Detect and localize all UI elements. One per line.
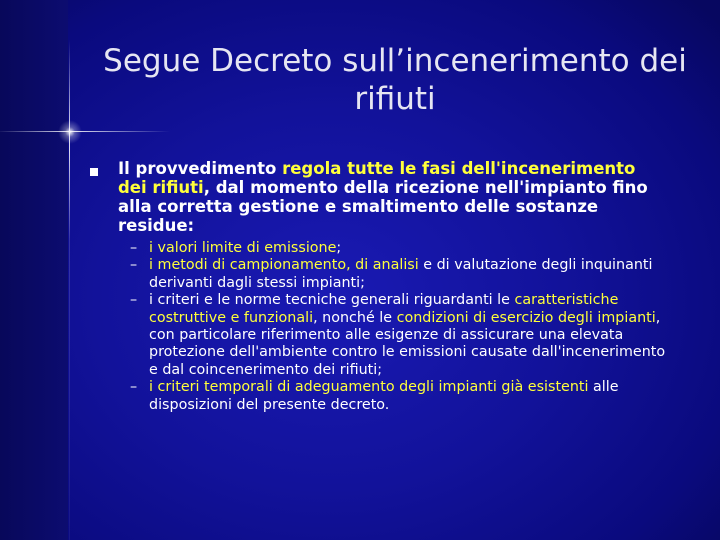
dash-bullet-icon: – — [130, 379, 138, 396]
sub-text-part: i valori limite di emissione — [149, 240, 337, 256]
sub-text-part: i metodi di campionamento, di analisi — [149, 257, 419, 274]
bullet-text-part: Il provvedimento — [118, 159, 283, 178]
bullet-text-part: , dal momento della ricezione nell'impianto fino alla corretta gestione e smaltimento delle sostanze residue: — [118, 178, 648, 235]
sub-text-part: alle disposizioni del presente decreto. — [149, 379, 619, 413]
sub-bullet-item — [130, 292, 670, 379]
sub-text-part: i criteri temporali di adeguamento degli impianti già esistenti — [149, 379, 589, 396]
sub-bullet-item — [130, 379, 670, 414]
dash-bullet-icon: – — [130, 240, 138, 256]
sub-text-part: , con particolare riferimento alle esigenze di assicurare una elevata protezione dell'ambiente contro le emissioni causate dall'incenerimento e dal coincenerimento dei rifiuti; — [149, 309, 666, 378]
dash-bullet-icon: – — [130, 257, 138, 274]
sub-text-part: condizioni di esercizio degli impianti — [396, 309, 656, 326]
sub-text-part: e di valutazione degli inquinanti derivanti dagli stessi impianti; — [149, 257, 653, 291]
sub-bullet-list — [130, 240, 670, 414]
dash-bullet-icon: – — [130, 292, 138, 309]
horizontal-rule-decoration — [0, 131, 170, 132]
sub-bullet-item — [130, 240, 670, 257]
main-bullet-text — [118, 159, 648, 235]
sub-text-part: caratteristiche costruttive e funzionali — [149, 292, 619, 326]
sub-text-part: ; — [336, 240, 342, 256]
sub-bullet-item — [130, 257, 670, 292]
left-band-decoration — [0, 0, 68, 540]
sparkle-icon — [56, 118, 84, 146]
slide-title: Segue Decreto sull’incenerimento dei rifiuti — [103, 43, 687, 117]
bullet-text-part: regola tutte le fasi dell'incenerimento dei rifiuti — [118, 159, 636, 197]
sub-text-part: , nonché le — [313, 309, 397, 326]
sub-text-part: i criteri e le norme tecniche generali riguardanti le — [149, 292, 515, 309]
square-bullet-icon — [90, 168, 98, 176]
